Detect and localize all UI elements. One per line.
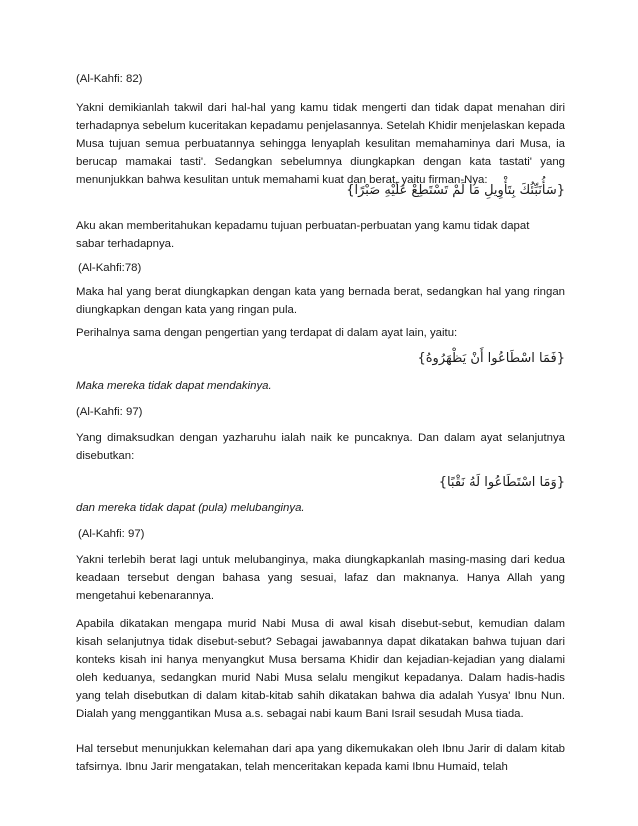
verse-reference: (Al-Kahfi: 97)	[76, 406, 143, 418]
verse-reference: (Al-Kahfi: 97)	[78, 528, 145, 540]
paragraph: Yakni demikianlah takwil dari hal-hal yang kamu tidak mengerti dan tidak dapat menahan diri terhadapnya sebelum kuceritakan kepadamu penjelasannya. Setelah Khidir menjelaskan kepada Musa tujuan semua perbuatannya sehingga lenyaplah kesulitan memahaminya dari Musa, ia berucap mamakai tasti'. Sedangkan sebelumnya diungkapkan dengan kata tastati' yang menunjukkan bahwa kesulitan untuk memahami kuat dan berat, yaitu firman-Nya:	[76, 102, 565, 186]
arabic-verse: {فَمَا اسْطَاعُوا أَنْ يَظْهَرُوهُ}	[417, 351, 565, 366]
verse-reference: (Al-Kahfi: 82)	[76, 73, 143, 85]
paragraph: Perihalnya sama dengan pengertian yang terdapat di dalam ayat lain, yaitu:	[76, 327, 458, 339]
arabic-verse: {سَأُنَبِّئُكَ بِتَأْوِيلِ مَا لَمْ تَسْتَطِعْ عَلَيْهِ صَبْرًا}	[346, 183, 565, 198]
paragraph: Yang dimaksudkan dengan yazharuhu ialah naik ke puncaknya. Dan dalam ayat selanjutnya disebutkan:	[76, 432, 565, 462]
translation: dan mereka tidak dapat (pula) melubanginya.	[76, 502, 305, 514]
translation: Maka mereka tidak dapat mendakinya.	[76, 380, 272, 392]
paragraph: Yakni terlebih berat lagi untuk melubanginya, maka diungkapkanlah masing-masing dari kedua keadaan tersebut dengan bahasa yang sesuai, lafaz dan maknanya. Hanya Allah yang mengetahui kebenarannya.	[76, 554, 565, 602]
paragraph: Maka hal yang berat diungkapkan dengan kata yang bernada berat, sedangkan hal yang ringan diungkapkan dengan kata yang ringan pula.	[76, 286, 565, 316]
verse-reference: (Al-Kahfi:78)	[78, 262, 142, 274]
translation: Aku akan memberitahukan kepadamu tujuan perbuatan-perbuatan yang kamu tidak dapat sabar terhadapnya.	[76, 220, 530, 250]
paragraph: Hal tersebut menunjukkan kelemahan dari apa yang dikemukakan oleh Ibnu Jarir di dalam kitab tafsirnya. Ibnu Jarir mengatakan, telah menceritakan kepada kami Ibnu Humaid, telah	[76, 743, 565, 773]
paragraph: Apabila dikatakan mengapa murid Nabi Musa di awal kisah disebut-sebut, kemudian dalam kisah selanjutnya tidak disebut-sebut? Sebagai jawabannya dapat dikatakan bahwa tujuan dari konteks kisah ini hanya menyangkut Musa bersama Khidir dan kejadian-kejadian yang dialami oleh keduanya, sedangkan murid Nabi Musa selalu mengikut kepadanya. Dalam hadis-hadis yang telah disebutkan di dalam kitab-kitab sahih dikatakan bahwa dia adalah Yusya' Ibnu Nun. Dialah yang menggantikan Musa a.s. sebagai nabi kaum Bani Israil sesudah Musa tiada.	[76, 618, 565, 720]
arabic-verse: {وَمَا اسْتَطَاعُوا لَهُ نَقْبًا}	[438, 475, 565, 490]
